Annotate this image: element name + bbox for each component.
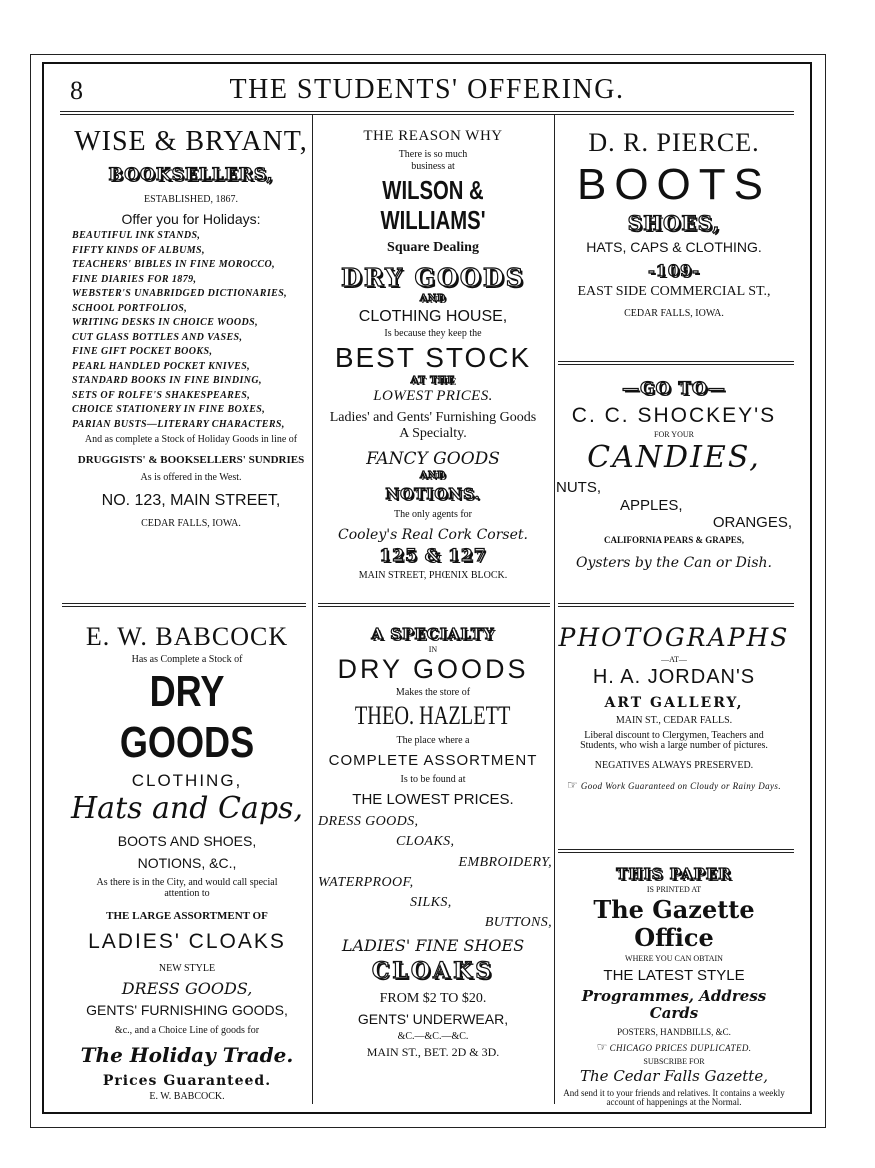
this-paper: THIS PAPER [616,865,732,883]
gents-furnishing: GENTS' FURNISHING GOODS, [86,1002,288,1019]
printed-at: IS PRINTED AT [646,885,702,895]
boots-heading: BOOTS [576,159,772,209]
list-item: FINE GIFT POCKET BOOKS, [72,346,213,358]
hazlett-name: THEO. HAZLETT [355,700,511,730]
pointing-hand-icon: ☞ [567,778,579,793]
list-item: WEBSTER'S UNABRIDGED DICTIONARIES, [72,288,288,300]
pierce-city: CEDAR FALLS, IOWA. [624,308,724,320]
list-item: TEACHERS' BIBLES IN FINE MOROCCO, [72,259,275,271]
where-obtain: WHERE YOU CAN OBTAIN [625,953,723,963]
list-item: PARIAN BUSTS—LITERARY CHARACTERS, [72,418,285,430]
sundries-heading: DRUGGISTS' & BOOKSELLERS' SUNDRIES [77,453,305,466]
programmes-cards: Programmes, Address Cards [581,987,767,1023]
good-work-line [556,779,792,793]
art-gallery: ART GALLERY, [604,694,744,711]
babcock-signature: E. W. BABCOCK. [149,1091,225,1103]
dress-goods-h: DRESS GOODS, [318,814,419,830]
hats-caps: HATS, CAPS & CLOTHING. [586,239,762,256]
fancy-goods: FANCY GOODS [366,448,500,469]
gazette-office: The Gazette Office [593,895,755,953]
dress-goods-babcock: DRESS GOODS, [121,979,253,999]
rule-left-middle [62,603,306,607]
ad-shockey [556,380,792,572]
rule-right-middle [558,603,794,607]
buttons-h: BUTTONS, [484,914,552,930]
pierce-number: -109- [648,260,700,280]
offer-intro: Offer you for Holidays: [121,211,261,228]
ad-babcock [64,622,310,1103]
place-where: The place where a [396,734,470,746]
so-much-text: There is so much [398,149,468,161]
list-item: WRITING DESKS IN CHOICE WOODS, [72,317,259,329]
ad-hazlett [314,626,552,1060]
makes-store: Makes the store of [395,687,471,699]
attention-text: attention to [164,888,210,900]
etc-text: &C.—&C.—&C. [397,1030,469,1042]
complete-assortment: COMPLETE ASSORTMENT [328,752,538,770]
fine-shoes: LADIES' FINE SHOES [341,935,525,955]
established-text: ESTABLISHED, 1867. [144,193,238,205]
posters-handbills: POSTERS, HANDBILLS, &C. [617,1026,731,1037]
wise-bryant-name: WISE & BRYANT, [74,126,308,157]
oysters-text: Oysters by the Can or Dish. [576,555,772,572]
babcock-dry-goods: DRY GOODS [119,667,255,767]
gazette-paper-name: The Cedar Falls Gazette, [580,1066,768,1085]
good-work-text: Good Work Guaranteed on Cloudy or Rainy Days. [580,781,781,792]
hazlett-lowest: THE LOWEST PRICES. [352,791,514,809]
ad-jordan [556,624,792,793]
list-item: CUT GLASS BOTTLES AND VASES, [72,331,243,343]
silks-h: SILKS, [410,894,452,910]
babcock-notions: NOTIONS, &C., [137,854,237,871]
nuts-text: NUTS, [556,479,601,497]
list-item: FINE DIARIES FOR 1879, [72,273,197,285]
in-word: IN [428,645,438,655]
list-item: SCHOOL PORTFOLIOS, [72,302,188,314]
wise-city: CEDAR FALLS, IOWA. [141,518,241,530]
a-specialty: A SPECIALTY [371,625,495,643]
pierce-street: EAST SIDE COMMERCIAL ST., [577,283,771,299]
pointing-hand-icon: ☞ [596,1039,608,1054]
column-rule-right [554,114,555,1104]
furnishing-goods: Ladies' and Gents' Furnishing Goods [329,409,537,425]
send-friends: And send it to your friends and relatives. It contains a weekly account of happenings at the Normal. [563,1088,785,1108]
header-rule [60,111,794,115]
page-header [42,64,812,108]
list-item: BEAUTIFUL INK STANDS, [72,230,201,242]
and-word-2: AND [419,471,446,482]
ad-gazette [556,866,792,1107]
oranges-text: ORANGES, [712,513,792,531]
clothing-house: CLOTHING HOUSE, [358,308,508,326]
rule-center-middle [318,603,550,607]
gents-underwear: GENTS' UNDERWEAR, [357,1010,509,1027]
because-text: Is because they keep the [384,328,482,340]
column-rule-left [312,114,313,1104]
chicago-prices: CHICAGO PRICES DUPLICATED. [609,1042,752,1053]
business-text: business at [411,160,455,172]
square-dealing: Square Dealing [387,240,479,256]
pears-grapes: CALIFORNIA PEARS & GRAPES, [603,535,744,546]
complete-stock-text: And as complete a Stock of Holiday Goods in line of [84,434,298,446]
has-complete: Has as Complete a Stock of [131,653,243,665]
hazlett-dry-goods: DRY GOODS [337,654,529,685]
store-number: 125 & 127 [379,545,487,566]
page-number: 8 [70,76,83,105]
candies-heading: CANDIES, [587,439,761,475]
specialty-text: A Specialty. [399,425,467,441]
price-range: FROM $2 TO $20. [379,990,487,1006]
jordan-name: H. A. JORDAN'S [592,665,756,688]
found-at: Is to be found at [400,773,466,785]
rule-right-upper [558,361,794,365]
and-word: AND [419,293,446,304]
waterproof-h: WATERPROOF, [318,874,414,890]
shockey-name: C. C. SHOCKEY'S [571,403,777,427]
shoes-heading: SHOES, [627,211,721,236]
photographs-heading: PHOTOGRAPHS [558,623,790,652]
newspaper-title: THE STUDENTS' OFFERING. [229,74,625,105]
chicago-line [556,1041,792,1055]
lowest-prices: LOWEST PRICES. [373,388,493,405]
apples-text: APPLES, [620,496,683,514]
wilson-williams-name: WILSON & WILLIAMS' [380,175,486,236]
hazlett-address: MAIN ST., BET. 2D & 3D. [366,1045,500,1060]
list-item: FIFTY KINDS OF ALBUMS, [72,244,205,256]
for-your-text: FOR YOUR [654,429,694,439]
latest-style: THE LATEST STYLE [603,966,745,984]
list-item: SETS OF ROLFE'S SHAKESPEARES, [72,389,251,401]
embroidery-h: EMBROIDERY, [458,854,552,870]
boots-shoes: BOOTS AND SHOES, [117,832,257,849]
dry-goods-heading: DRY GOODS [341,263,525,293]
holiday-trade: The Holiday Trade. [80,1043,294,1068]
offered-west-text: As is offered in the West. [140,472,242,484]
ad-wise-bryant [72,126,310,530]
phoenix-block: MAIN STREET, PHŒNIX BLOCK. [358,570,508,582]
at-text: —AT— [661,654,687,664]
cloaks-h: CLOAKS, [396,834,455,850]
list-item: STANDARD BOOKS IN FINE BINDING, [72,375,262,387]
go-to-heading: —GO TO— [622,379,726,399]
notions-heading: NOTIONS. [385,484,481,503]
rule-right-lower [558,849,794,853]
choice-line: &c., and a Choice Line of goods for [114,1024,260,1036]
ad-wilson-williams [314,128,552,582]
best-stock-heading: BEST STOCK [334,341,532,373]
reason-why: THE REASON WHY [363,128,503,144]
hats-caps-script: Hats and Caps, [71,791,303,827]
ad-pierce [556,128,792,320]
ladies-cloaks: LADIES' CLOAKS [88,930,286,954]
jordan-street: MAIN ST., CEDAR FALLS. [615,715,733,727]
pierce-name: D. R. PIERCE. [588,128,760,157]
babcock-clothing: CLOTHING, [131,770,243,790]
cloaks-heading: CLOAKS [371,958,495,985]
discount-text: Liberal discount to Clergymen, Teachers and Students, who wish a large number of pictures. [580,729,768,752]
list-item: CHOICE STATIONERY IN FINE BOXES, [72,404,266,416]
as-there-text: As there is in the City, and would call special [96,876,278,888]
booksellers-heading: BOOKSELLERS, [108,165,274,186]
large-assortment: THE LARGE ASSORTMENT OF [106,909,268,922]
wise-address: NO. 123, MAIN STREET, [101,491,281,509]
holiday-items-list [72,230,310,430]
negatives-text: NEGATIVES ALWAYS PRESERVED. [594,759,754,771]
subscribe-for: SUBSCRIBE FOR [643,1056,705,1066]
agents-text: The only agents for [393,509,473,521]
new-style: NEW STYLE [158,962,216,974]
at-the-word: AT THE [410,376,456,387]
babcock-name: E. W. BABCOCK [85,622,289,651]
list-item: PEARL HANDLED POCKET KNIVES, [72,360,251,372]
prices-guaranteed: Prices Guaranteed. [102,1073,272,1090]
cork-corset: Cooley's Real Cork Corset. [338,526,528,543]
